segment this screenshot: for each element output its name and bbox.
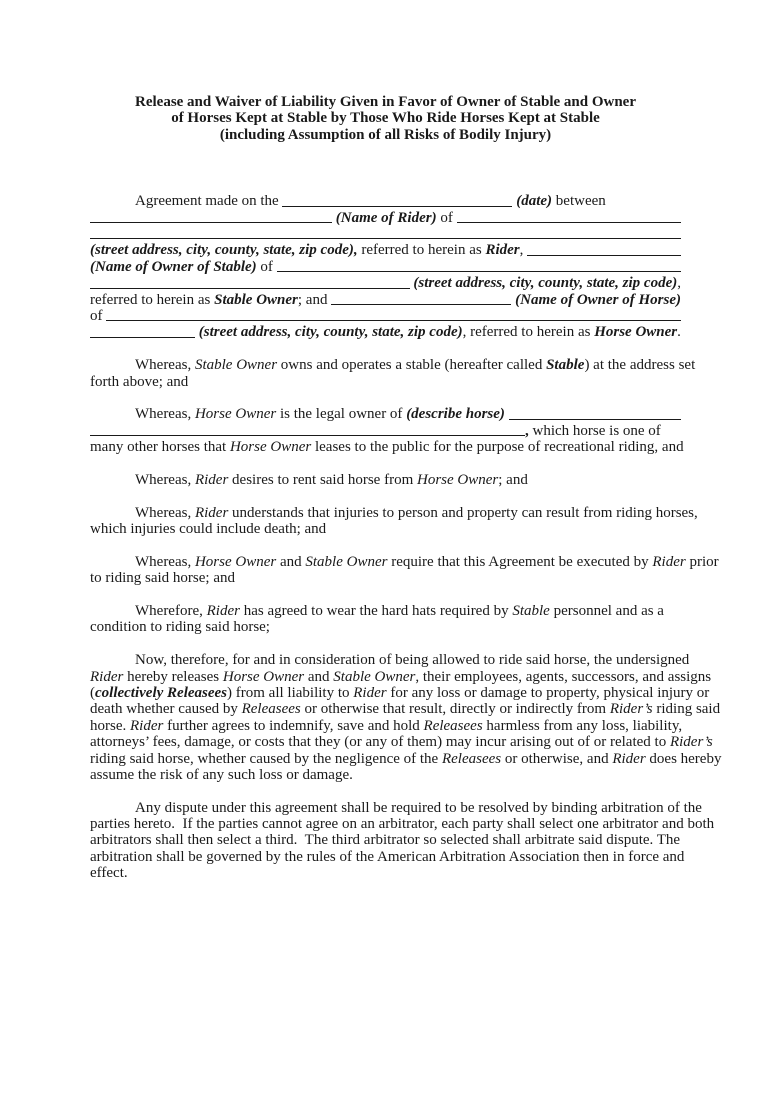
text-run: for any loss or damage to property, physical injury or <box>386 684 710 701</box>
text-run: Rider <box>485 242 520 259</box>
text-run: (street address, city, county, state, zip code), <box>90 242 358 259</box>
document-line <box>90 603 681 619</box>
document-title <box>90 94 681 143</box>
text-run: , referred to herein as <box>462 324 595 341</box>
fill-in-blank <box>277 259 681 272</box>
document-line <box>90 832 681 848</box>
document-line <box>90 504 698 521</box>
fill-in-blank <box>282 193 512 206</box>
text-run: Horse Owner <box>229 439 312 456</box>
text-run: Wherefore, <box>135 602 207 619</box>
document-line <box>90 423 681 439</box>
text-run: (street address, city, county, state, zip code) <box>413 275 678 292</box>
fill-in-blank <box>90 324 195 337</box>
text-run: ; and <box>297 291 332 308</box>
text-run: (Name of Owner of Stable) <box>90 258 257 275</box>
text-run: ; and <box>498 471 528 488</box>
document-line <box>90 619 681 635</box>
fill-in-blank <box>90 423 525 436</box>
text-run: Rider’s <box>609 701 653 718</box>
text-run: parties hereto. If the parties cannot agree on an arbitrator, each party shall select one arbitrator and both <box>90 816 715 833</box>
text-run: does hereby <box>645 750 722 767</box>
text-run: has agreed to wear the hard hats required by <box>239 602 513 619</box>
paragraph <box>90 504 698 538</box>
document-line <box>90 324 681 340</box>
text-run: , <box>525 422 529 439</box>
text-run: or otherwise, and <box>501 750 613 767</box>
text-run: Whereas, <box>135 504 195 521</box>
text-run: Stable <box>512 602 550 619</box>
text-run: Rider <box>206 602 240 619</box>
fill-in-blank <box>509 406 681 419</box>
text-run: prior <box>685 553 719 570</box>
document-line <box>90 242 681 258</box>
paragraph <box>90 799 715 882</box>
fill-in-blank <box>106 308 681 321</box>
text-run: owns and operates a stable (hereafter called <box>277 357 547 374</box>
document-line <box>90 816 715 833</box>
document-body <box>90 193 722 882</box>
text-run: Horse Owner <box>194 553 277 570</box>
text-run: leases to the public for the purpose of recreational riding, and <box>311 439 684 456</box>
text-run: attorneys’ fees, damage, or costs that they (or any of them) may incur arising out of or related to <box>90 734 670 751</box>
text-run: and <box>304 668 334 685</box>
text-run: (describe horse) <box>406 406 505 423</box>
paragraph <box>90 472 681 488</box>
document-line <box>90 193 681 209</box>
document-line <box>90 357 696 374</box>
document-line <box>90 226 681 242</box>
fill-in-blank <box>90 275 410 288</box>
text-run: referred to herein as <box>357 242 486 259</box>
document-line <box>90 210 681 226</box>
text-run: many other horses that <box>90 439 230 456</box>
text-run: which injuries could include death; and <box>90 521 327 538</box>
text-run: , <box>519 242 528 259</box>
text-run: Whereas, <box>135 406 195 423</box>
document-line <box>90 652 690 669</box>
text-run: . <box>677 324 681 341</box>
text-run: Stable Owner <box>194 357 278 374</box>
text-run: Releasees <box>441 750 502 767</box>
document-title-line: Release and Waiver of Liability Given in Favor of Owner of Stable and Owner <box>135 94 636 110</box>
text-run: require that this Agreement be executed by <box>387 553 653 570</box>
text-run: death whether caused by <box>90 701 242 718</box>
document-line <box>90 848 685 865</box>
document-line <box>90 799 702 816</box>
document-line <box>90 668 712 685</box>
text-run: Rider’s <box>669 734 713 751</box>
document-line <box>90 570 681 586</box>
text-run: Rider <box>612 750 646 767</box>
text-run: Stable <box>546 357 585 374</box>
text-run: Stable Owner <box>305 553 388 570</box>
document-line <box>90 374 681 390</box>
document-page <box>0 94 770 1118</box>
fill-in-blank <box>90 210 332 223</box>
text-run: Rider <box>652 553 686 570</box>
document-line <box>90 439 684 456</box>
text-run: to riding said horse; and <box>90 570 235 587</box>
document-line <box>90 684 710 701</box>
document-line <box>90 259 681 275</box>
text-run: collectively Releasees <box>95 684 228 701</box>
text-run: Releasees <box>423 717 483 734</box>
text-run: Releasees <box>241 701 301 718</box>
text-run: personnel and as a <box>549 602 664 619</box>
text-run: and <box>276 553 306 570</box>
text-run: (Name of Rider) <box>335 209 437 226</box>
document-line <box>90 701 721 718</box>
text-run: Whereas, <box>135 357 195 374</box>
text-run: understands that injuries to person and property can result from riding horses, <box>228 504 698 521</box>
text-run: hereby releases <box>123 668 223 685</box>
text-run: Whereas, <box>135 553 195 570</box>
text-run: Now, therefore, for and in consideration of being allowed to ride said horse, the undersigned <box>135 652 690 669</box>
text-run: Rider <box>194 504 229 521</box>
text-run: effect. <box>90 865 128 882</box>
document-line <box>90 767 681 783</box>
text-run: ( <box>90 684 95 701</box>
document-title-line: (including Assumption of all Risks of Bodily Injury) <box>219 126 552 143</box>
text-run: arbitration shall be governed by the rules of the American Arbitration Association then in force and <box>90 848 685 865</box>
document-line <box>90 718 681 734</box>
text-run: (date) <box>516 193 553 210</box>
paragraph <box>90 652 722 783</box>
text-run: , their employees, agents, successors, and assigns <box>415 668 712 685</box>
paragraph <box>90 193 681 341</box>
text-run: Horse Owner <box>417 471 499 488</box>
text-run: of <box>256 258 277 275</box>
text-run: Horse Owner <box>594 324 678 341</box>
text-run: Whereas, <box>135 471 195 488</box>
text-run: Stable Owner <box>333 668 416 685</box>
document-title-line: of Horses Kept at Stable by Those Who Ride Horses Kept at Stable <box>171 110 600 127</box>
text-run: or otherwise that result, directly or indirectly from <box>300 701 610 718</box>
document-line <box>90 734 713 751</box>
text-run: Any dispute under this agreement shall be required to be resolved by binding arbitration of the <box>135 799 702 816</box>
document-line <box>90 750 722 767</box>
paragraph <box>90 406 684 456</box>
text-run: desires to rent said horse from <box>228 471 417 488</box>
text-run: (street address, city, county, state, zip code) <box>198 324 463 341</box>
paragraph <box>90 603 681 636</box>
fill-in-blank <box>331 292 511 305</box>
text-run: horse. <box>90 717 130 734</box>
text-run: (Name of Owner of Horse) <box>515 291 681 308</box>
text-run: of <box>90 307 107 324</box>
text-run: condition to riding said horse; <box>90 619 270 636</box>
document-line <box>90 521 681 537</box>
text-run: is the legal owner of <box>276 406 407 423</box>
text-run: ) at the address set <box>584 357 696 374</box>
paragraph <box>90 553 719 587</box>
text-run: Horse Owner <box>194 406 277 423</box>
text-run: forth above; and <box>90 373 189 390</box>
text-run: referred to herein as <box>90 291 215 308</box>
text-run: which horse is one of <box>528 422 661 439</box>
document-line <box>90 472 681 488</box>
text-run: Agreement made on the <box>135 193 283 210</box>
fill-in-blank <box>90 226 681 239</box>
text-run: Horse Owner <box>222 668 305 685</box>
document-line <box>90 292 681 308</box>
document-line <box>90 308 681 324</box>
text-run: Rider <box>90 668 124 685</box>
text-run: harmless from any loss, liability, <box>482 717 683 734</box>
document-line <box>90 553 719 570</box>
text-run: riding said <box>652 701 721 718</box>
text-run: Stable Owner <box>214 291 298 308</box>
fill-in-blank <box>457 210 681 223</box>
text-run: Rider <box>194 471 229 488</box>
text-run: assume the risk of any such loss or damage. <box>90 766 353 783</box>
text-run: ) from all liability to <box>227 684 354 701</box>
document-line <box>90 865 681 881</box>
text-run: further agrees to indemnify, save and hold <box>163 717 424 734</box>
document-line <box>90 275 681 291</box>
fill-in-blank <box>527 242 681 255</box>
text-run: riding said horse, whether caused by the negligence of the <box>90 750 442 767</box>
text-run: Rider <box>130 717 164 734</box>
text-run: , <box>677 275 681 292</box>
text-run: arbitrators shall then select a third. The third arbitrator so selected shall arbitrate said dispute. The <box>90 832 681 849</box>
text-run: of <box>436 209 457 226</box>
paragraph <box>90 357 696 390</box>
text-run: between <box>552 193 606 210</box>
text-run: Rider <box>353 684 387 701</box>
document-line <box>90 406 681 422</box>
